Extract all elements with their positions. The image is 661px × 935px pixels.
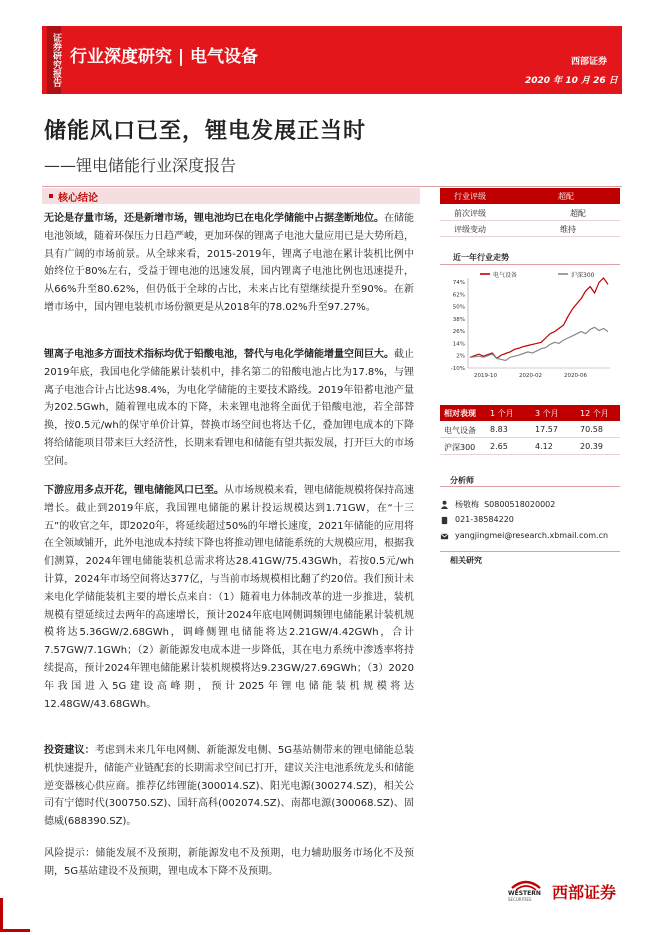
- divider: [440, 486, 620, 487]
- table-cell: 沪深300: [444, 443, 476, 452]
- analyst-label: 分析师: [450, 476, 474, 485]
- footer-brand: 西部证券: [552, 883, 617, 902]
- report-category-title: 行业深度研究 | 电气设备: [70, 47, 259, 67]
- rating-key: 前次评级: [454, 209, 486, 218]
- logo-text-en: WESTERN: [508, 890, 541, 897]
- rating-value: 维持: [560, 225, 576, 234]
- paragraph-lead: 无论是存量市场，还是新增市场，锂电池均已在电化学储能中占据垄断地位。: [44, 213, 384, 224]
- x-tick-label: 2020-06: [564, 373, 587, 379]
- table-cell: 2.65: [490, 442, 508, 451]
- table-header-cell: 3 个月: [535, 409, 559, 418]
- table-cell: 电气设备: [444, 426, 476, 435]
- table-cell: 4.12: [535, 442, 553, 451]
- related-research-label: 相关研究: [450, 556, 482, 565]
- paragraph-body: 在储能电池领域，随着环保压力日趋严峻，更加环保的锂离子电池大量应用已是大势所趋，具有广阔的市场前景。从全球来看，2015-2019年，锂离子电池在累计装机比例中始终位于80%左右，受益于锂电池的迅速发展，国内锂离子电池比例也迅速提升，从66%升至80.62%，但仍低于全球的占比，未来占比有望继续提升至90%。在新增市场中，国内锂电装机市场份额更是从2018年的78.02%升至97.27%。: [44, 213, 414, 313]
- x-tick-label: 2019-10: [474, 373, 497, 379]
- rating-row-previous: [440, 205, 620, 221]
- page-subtitle: ——锂电储能行业深度报告: [44, 156, 237, 175]
- footer-logo: [506, 876, 626, 904]
- section-label: 核心结论: [58, 193, 98, 204]
- analyst-email[interactable]: yangjingmei@research.xbmail.com.cn: [455, 531, 609, 540]
- rating-row-current: [440, 188, 620, 204]
- bullet-icon: [49, 194, 53, 198]
- paragraph-body: 截止2019年底，我国电化学储能累计装机中，排名第二的铅酸电池占比为17.8%，与锂离子电池合计占比达98.4%，为电化学储能的主要技术路线。2019年铅蓄电池产量为202.5Gwh，随着锂电成本的下降，未来锂电池将全面优于铅酸电池，若全部替换，按0.5元/wh的保守单价计算，替换市场空间也将达千亿，叠加锂电成本的下降将给储能项目带来巨大经济性，长期来看锂电和储能有望共振发展，打开巨大的市场空间。: [44, 349, 414, 467]
- y-tick-label: 26%: [452, 329, 465, 336]
- paragraph-lead: 锂离子电池多方面技术指标均优于铅酸电池，替代与电化学储能增量空间巨大。: [44, 349, 394, 360]
- analyst-name-line: [455, 499, 555, 510]
- table-header-cell: 1 个月: [490, 409, 514, 418]
- table-header-row: [440, 405, 620, 421]
- rating-row-change: [440, 221, 620, 237]
- section-header-band: [42, 188, 420, 204]
- table-cell: 8.83: [490, 425, 508, 434]
- logo-text-sub: SECURITIES: [508, 897, 532, 902]
- analyst-cert: S0800518020002: [484, 500, 556, 509]
- y-tick-label: 2%: [456, 353, 465, 360]
- chart-label: 近一年行业走势: [453, 253, 509, 262]
- table-cell: 20.39: [580, 442, 603, 451]
- y-tick-label: 62%: [452, 292, 465, 299]
- divider: [440, 264, 620, 265]
- paragraph-conclusion-2: [44, 346, 414, 471]
- series-line: [470, 278, 608, 358]
- phone-icon: [440, 516, 449, 525]
- series-line: [470, 327, 608, 360]
- x-tick-label: 2020-02: [519, 373, 542, 379]
- divider: [42, 186, 622, 187]
- y-tick-label: 50%: [452, 304, 465, 311]
- header-brand: 西部证券: [571, 57, 608, 67]
- rating-value: 超配: [570, 209, 586, 218]
- y-tick-label: 74%: [452, 280, 465, 286]
- rating-value: 超配: [558, 192, 574, 201]
- table-row: [440, 422, 620, 438]
- y-tick-label: -10%: [450, 366, 465, 372]
- rating-key: 评级变动: [454, 225, 486, 234]
- paragraph-body: 考虑到未来几年电网侧、新能源发电侧、5G基站侧带来的锂电储能总装机快速提升，储能产业链配套的长期需求空间已打开，建议关注电池系统龙头和储能逆变器核心供应商。推荐亿纬锂能(300014.SZ)、阳光电源(300274.SZ)，相关公司有宁德时代(300750.SZ)、国轩高科(002074.SZ)、南都电源(300068.SZ)、固德威(688390.SZ)。: [44, 745, 414, 828]
- divider: [440, 551, 620, 552]
- table-row: [440, 439, 620, 455]
- paragraph-lead: 投资建议：: [44, 745, 95, 756]
- y-tick-label: 14%: [452, 341, 465, 348]
- industry-trend-chart: [440, 268, 620, 388]
- person-icon: [440, 500, 449, 509]
- page-title: 储能风口已至，锂电发展正当时: [44, 119, 367, 144]
- paragraph-risk-warning: [44, 845, 414, 881]
- email-icon: [440, 532, 449, 541]
- vertical-report-tag: 证券研究报告: [47, 26, 61, 94]
- corner-mark: [0, 929, 30, 932]
- analyst-name: 杨敬梅: [455, 500, 479, 509]
- paragraph-conclusion-3: [44, 482, 414, 713]
- paragraph-conclusion-1: [44, 210, 414, 317]
- y-tick-label: 38%: [452, 316, 465, 323]
- paragraph-body: 风险提示：储能发展不及预期，新能源发电不及预期，电力辅助服务市场化不及预期，5G基站建设不及预期，锂电成本下降不及预期。: [44, 848, 414, 877]
- rating-key: 行业评级: [454, 192, 486, 201]
- table-cell: 17.57: [535, 425, 558, 434]
- table-cell: 70.58: [580, 425, 603, 434]
- paragraph-investment-advice: [44, 742, 414, 831]
- analyst-phone: 021-38584220: [455, 515, 514, 524]
- report-date: 2020 年 10 月 26 日: [525, 76, 618, 86]
- paragraph-body: 从市场规模来看，锂电储能规模将保持高速增长。截止到2019年底，我国锂电储能的累计投运规模达到1.71GW，在“十三五”的收官之年，即2020年，将延续超过50%的年增长速度，2021年储能的应用将在全领域铺开，此外电池成本持续下降也将推动锂电储能系统的大规模应用，根据我们测算，2024年锂电储能装机总需求将达28.41GW/75.43GWh，若按0.5元/wh计算，2024年市场空间将达377亿，与当前市场规模相比翻了约20倍。我们预计未来电化学储能装机主要的增长点来自：（1）随着电力体制改革的进一步推进，装机规模有望延续过去两年的高速增长，预计2024年底电网侧调频锂电储能累计装机规模将达5.36GW/2.68GWh，调峰侧锂电储能将达2.21GW/4.42GWh，合计7.57GW/7.1GWh；（2）新能源发电成本进一步降低，其在电力系统中渗透率将持续提高，预计2024年锂电储能累计装机规模将达9.23GW/27.69GWh；（3）2020年我国进入5G建设高峰期，预计2025年锂电储能装机规模将达12.48GW/43.68GWh。: [44, 485, 414, 710]
- legend-label: 电气设备: [493, 272, 518, 279]
- paragraph-lead: 下游应用多点开花，锂电储能风口已至。: [44, 485, 224, 496]
- table-header-cell: 12 个月: [580, 409, 609, 418]
- table-header-cell: 相对表现: [444, 409, 476, 418]
- corner-mark: [0, 898, 3, 932]
- legend-label: 沪深300: [571, 272, 595, 279]
